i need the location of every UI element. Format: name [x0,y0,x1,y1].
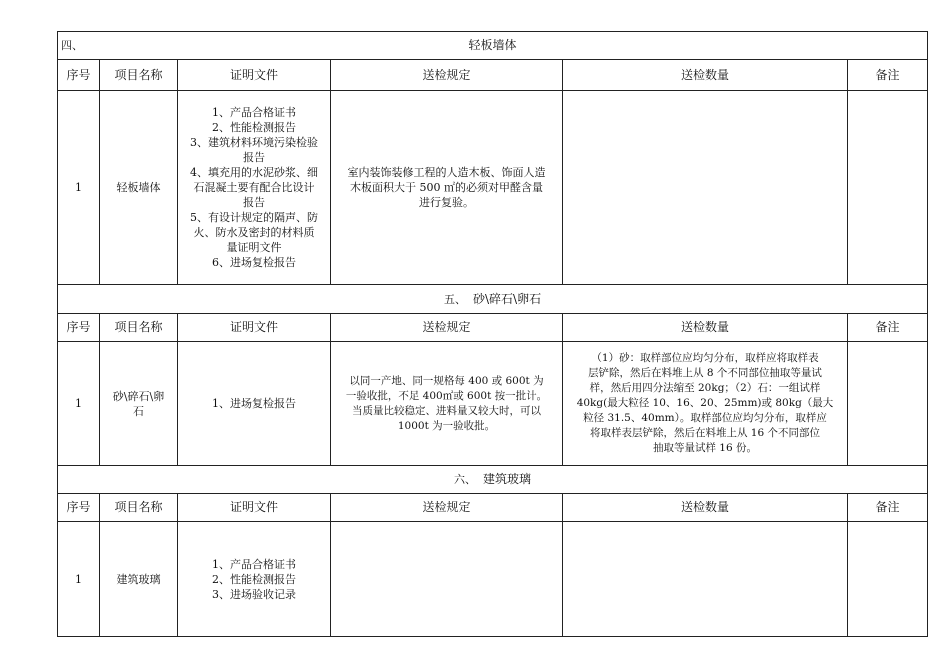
section-title: 轻板墙体 [468,38,517,52]
header-docs: 证明文件 [178,494,331,522]
doc-line: 报告 [243,151,265,164]
header-name: 项目名称 [100,314,178,342]
row-name [100,342,178,466]
row-no: 1 [58,522,100,637]
qty-line: 将取样表层铲除，然后在料堆上从 16 个不同部位 [589,427,821,439]
header-note: 备注 [848,60,928,91]
doc-line: 报告 [243,196,265,209]
row-no: 1 [58,91,100,285]
row-docs [178,91,331,285]
section-title-row [58,466,928,494]
doc-line: 2、性能检测报告 [212,572,296,586]
qty-line: 层铲除，然后在料堆上从 8 个不同部位抽取等量试 [588,367,822,379]
section-number: 六、 [454,473,477,486]
doc-line: 6、进场复检报告 [212,256,296,269]
section-title-cell [58,285,928,314]
row-note [848,522,928,637]
row-docs [178,342,331,466]
row-note [848,342,928,466]
section-title-cell [58,466,928,494]
header-name: 项目名称 [100,60,178,91]
header-qty: 送检数量 [563,494,848,522]
header-note: 备注 [848,314,928,342]
rule-line: 木板面积大于 500 ㎡的必须对甲醛含量 [350,181,543,194]
section-title-cell [58,32,928,60]
row-rule [331,91,563,285]
rule-line: 进行复验。 [419,196,474,209]
doc-line: 4、填充用的水泥砂浆、细 [190,166,318,179]
qty-line: （1）砂：取样部位应均匀分布，取样应将取样表 [591,352,819,364]
section-title-row [58,32,928,60]
row-qty [563,522,848,637]
rule-line: 一验收批，不足 400㎡或 600t 按一批计。 [345,389,548,402]
qty-line: 抽取等量试样 16 份。 [652,442,758,454]
header-rule: 送检规定 [331,494,563,522]
row-no: 1 [58,342,100,466]
header-row [58,494,928,522]
name-line: 石 [133,404,144,418]
document-table [57,31,928,637]
name-line: 砂\碎石\卵 [112,389,165,403]
section-title-row [58,285,928,314]
row-qty [563,342,848,466]
row-name: 轻板墙体 [100,91,178,285]
table-row [58,522,928,637]
section-title: 建筑玻璃 [483,472,532,486]
header-no: 序号 [58,494,100,522]
header-name: 项目名称 [100,494,178,522]
header-rule: 送检规定 [331,60,563,91]
doc-line: 量证明文件 [226,241,282,254]
doc-line: 1、进场复检报告 [212,397,296,410]
row-name: 建筑玻璃 [100,522,178,637]
section-number: 四、 [61,39,83,52]
row-docs [178,522,331,637]
header-rule: 送检规定 [331,314,563,342]
rule-line: 室内装饰装修工程的人造木板、饰面人造 [347,166,546,179]
row-note [848,91,928,285]
header-note: 备注 [848,494,928,522]
header-docs: 证明文件 [178,60,331,91]
row-rule [331,342,563,466]
doc-line: 1、产品合格证书 [212,106,296,119]
rule-line: 当质量比较稳定、进料量又较大时，可以 [352,404,541,417]
row-rule [331,522,563,637]
header-qty: 送检数量 [563,314,848,342]
table-row [58,342,928,466]
rule-line: 1000t 为一验收批。 [397,419,496,432]
header-docs: 证明文件 [178,314,331,342]
doc-line: 3、建筑材料环境污染检验 [190,136,318,149]
row-qty [563,91,848,285]
header-no: 序号 [58,60,100,91]
qty-line: 粒径 31.5、40mm）。取样部位应均匀分布，取样应 [583,412,827,424]
header-qty: 送检数量 [563,60,848,91]
doc-line: 石混凝土要有配合比设计 [193,181,315,194]
qty-line: 40kg(最大粒径 10、16、20、25mm)或 80kg（最大 [576,397,834,409]
doc-line: 1、产品合格证书 [212,557,296,571]
header-row [58,60,928,91]
doc-line: 3、进场验收记录 [212,587,296,601]
section-number: 五、 [443,292,466,306]
rule-line: 以同一产地、同一规格每 400 或 600t 为 [349,374,544,387]
doc-line: 5、有设计规定的隔声、防 [190,211,318,224]
doc-line: 火、防水及密封的材料质 [193,226,315,239]
header-row [58,314,928,342]
doc-line: 2、性能检测报告 [212,121,296,134]
table-row [58,91,928,285]
qty-line: 样，然后用四分法缩至 20kg；（2）石：一组试样 [589,382,821,394]
header-no: 序号 [58,314,100,342]
section-title: 砂\碎石\卵石 [472,291,542,306]
